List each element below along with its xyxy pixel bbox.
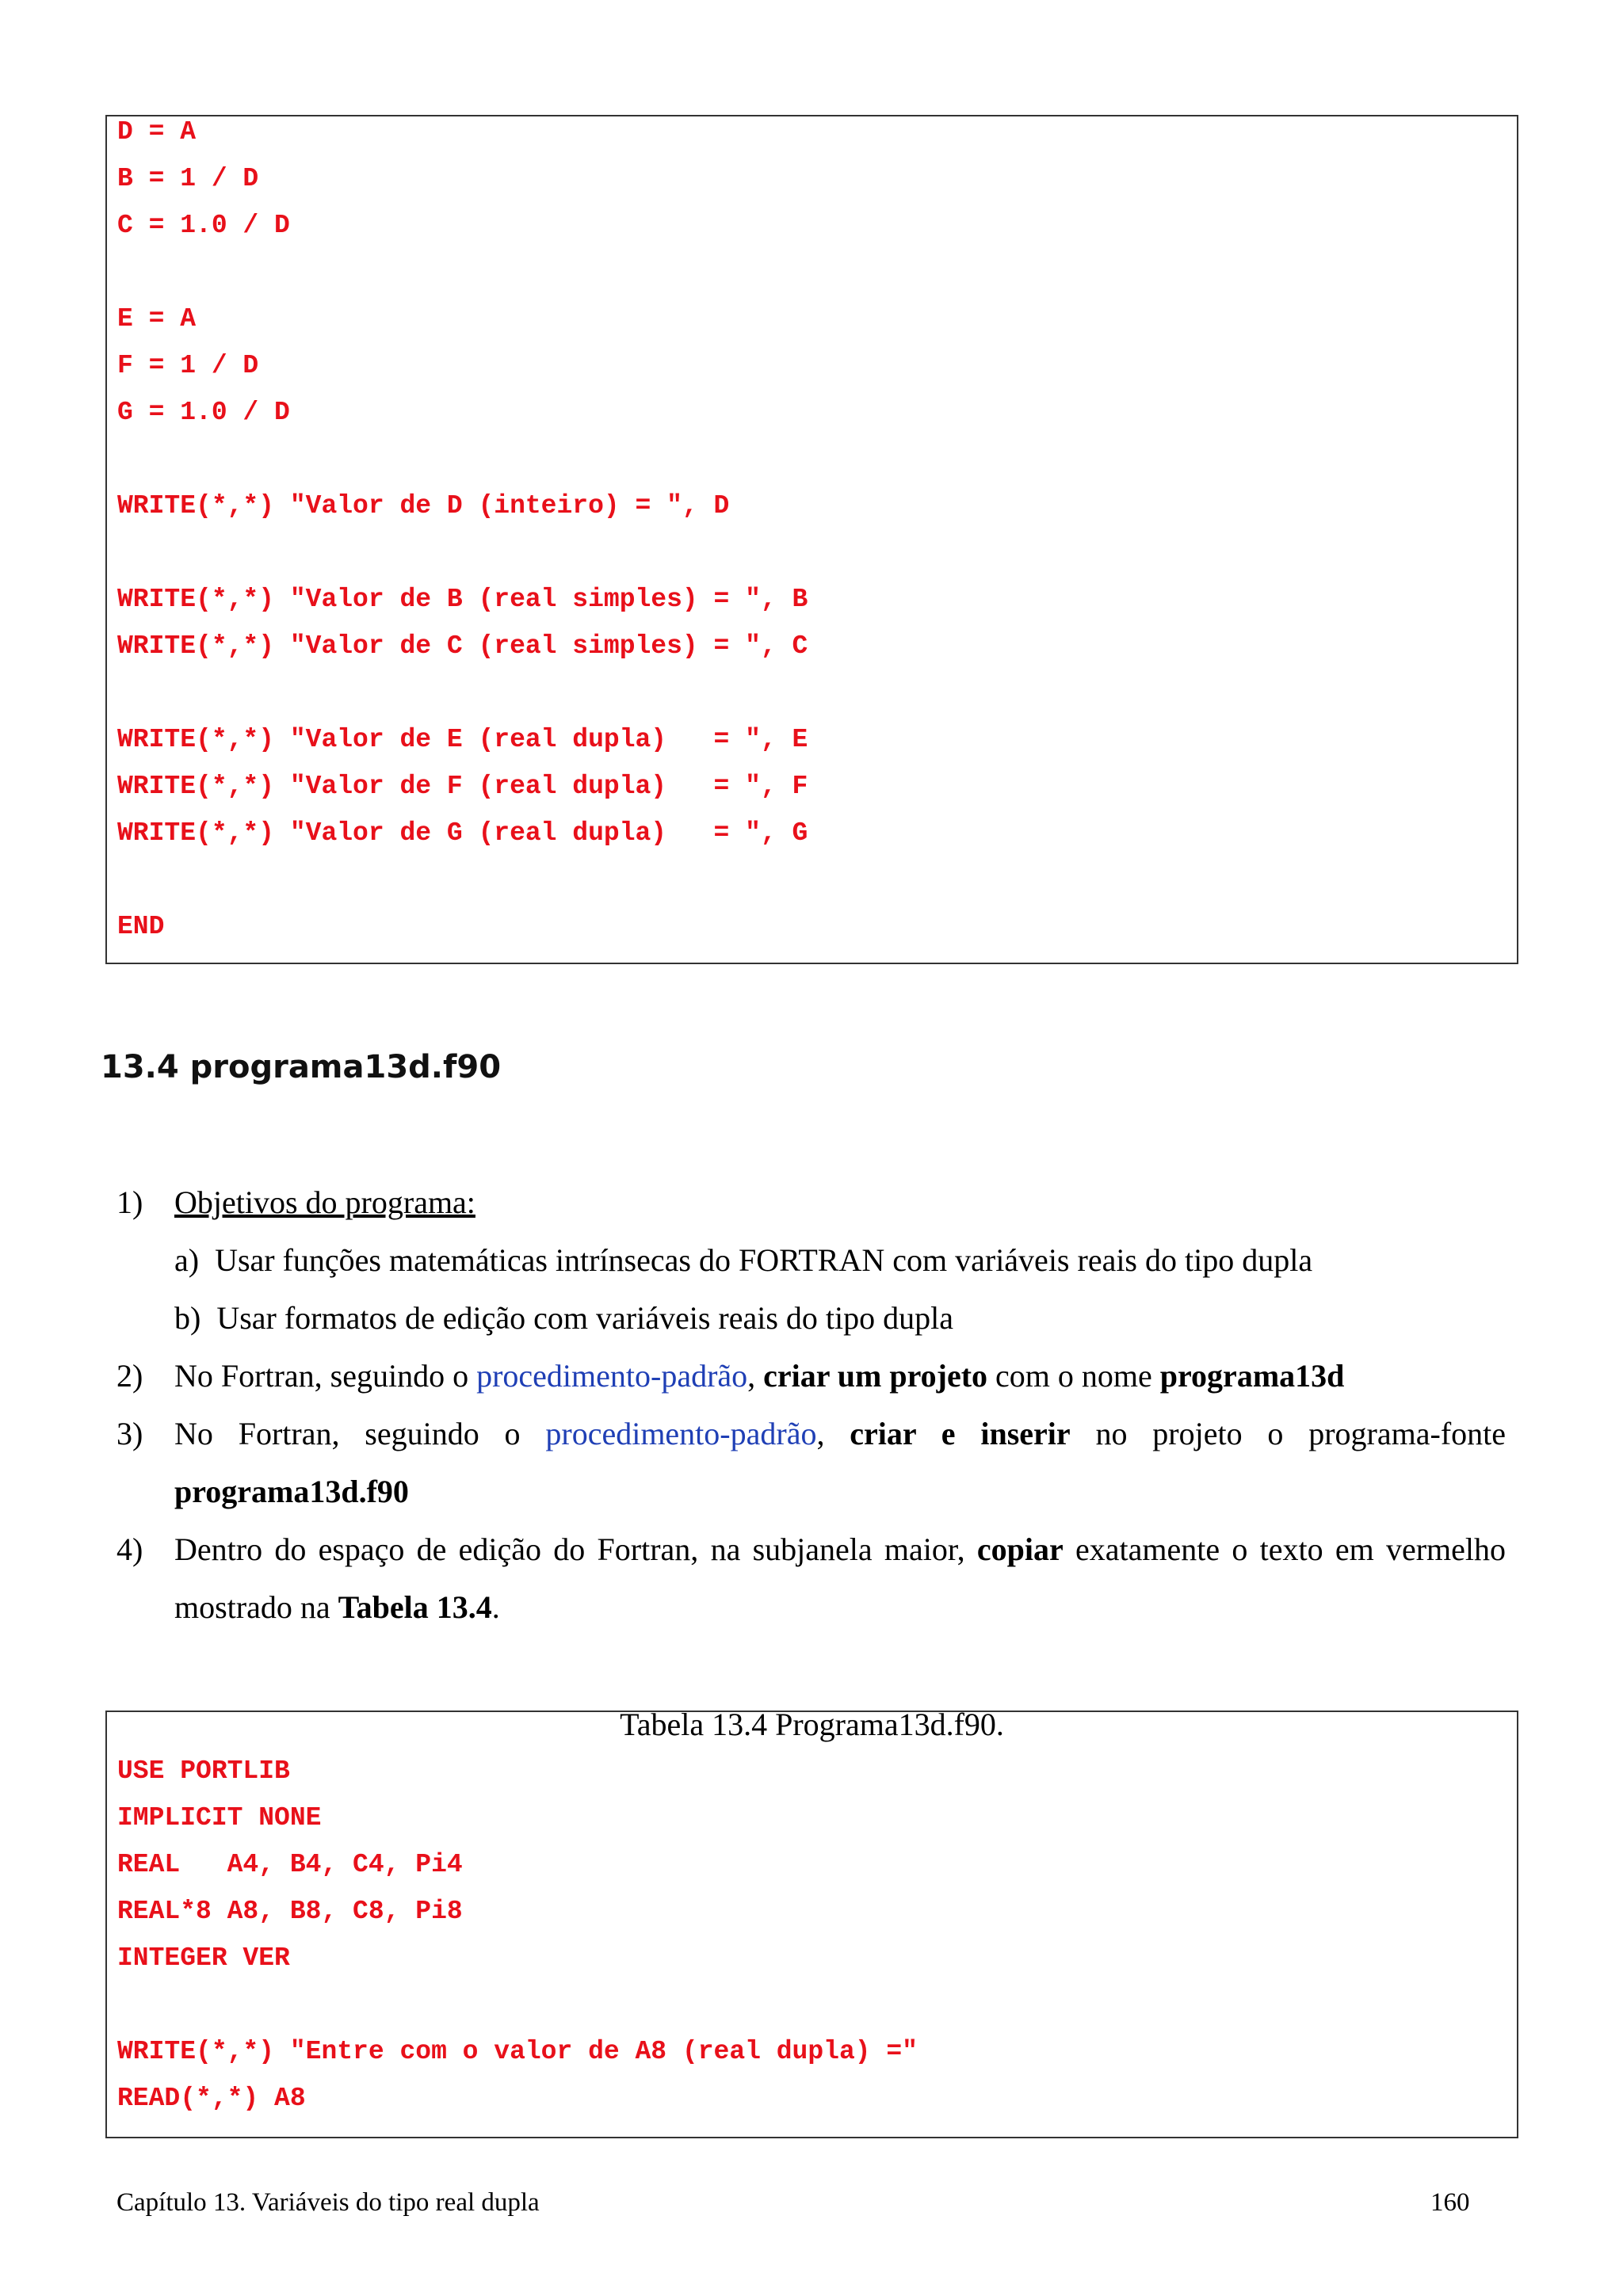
item-number: 3) bbox=[116, 1416, 143, 1451]
objective-b: b) Usar formatos de edição com variáveis reais do tipo dupla bbox=[174, 1300, 954, 1336]
item-2-text bbox=[174, 1357, 1344, 1395]
item-text: mostrado na bbox=[174, 1589, 338, 1625]
code-line: READ(*,*) A8 bbox=[117, 2084, 306, 2113]
item-text: , bbox=[747, 1358, 764, 1394]
item-bold-text: programa13d.f90 bbox=[174, 1474, 409, 1509]
code-line: WRITE(*,*) "Valor de B (real simples) = ", B bbox=[117, 585, 808, 614]
table-caption: Tabela 13.4 Programa13d.f90. bbox=[620, 1707, 1004, 1742]
item-4-text bbox=[174, 1531, 1506, 1569]
procedimento-padrao-link[interactable]: procedimento-padrão bbox=[476, 1358, 748, 1394]
item-number: 4) bbox=[116, 1531, 143, 1567]
code-block-2 bbox=[105, 1707, 1518, 2138]
code-line: USE PORTLIB bbox=[117, 1756, 290, 1786]
code-line: WRITE(*,*) "Valor de D (inteiro) = ", D bbox=[117, 491, 730, 521]
code-line: F = 1 / D bbox=[117, 351, 259, 380]
item-text: exatamente o texto em vermelho bbox=[1063, 1531, 1507, 1567]
procedimento-padrao-link[interactable]: procedimento-padrão bbox=[545, 1416, 817, 1451]
item-bold-text: programa13d bbox=[1159, 1358, 1345, 1394]
code-line: END bbox=[117, 912, 165, 941]
footer-chapter: Capítulo 13. Variáveis do tipo real dupla bbox=[116, 2188, 540, 2217]
code-line: C = 1.0 / D bbox=[117, 211, 290, 240]
item-objectives-title: Objetivos do programa: bbox=[174, 1184, 475, 1220]
code-block-1 bbox=[105, 115, 1518, 964]
code-line: REAL*8 A8, B8, C8, Pi8 bbox=[117, 1897, 463, 1926]
page-number: 160 bbox=[1430, 2188, 1470, 2217]
code-line: WRITE(*,*) "Valor de E (real dupla) = ", E bbox=[117, 725, 808, 754]
item-text: . bbox=[491, 1589, 500, 1625]
item-3-text bbox=[174, 1415, 1506, 1453]
objective-a: a) Usar funções matemáticas intrínsecas do FORTRAN com variáveis reais do tipo dupla bbox=[174, 1242, 1313, 1278]
item-bold-text: copiar bbox=[976, 1531, 1064, 1567]
section-heading: 13.4 programa13d.f90 bbox=[101, 1049, 502, 1085]
code-line: G = 1.0 / D bbox=[117, 398, 290, 427]
code-line: WRITE(*,*) "Entre com o valor de A8 (real dupla) =" bbox=[117, 2037, 918, 2066]
code-line: REAL A4, B4, C4, Pi4 bbox=[117, 1850, 463, 1879]
code-line: WRITE(*,*) "Valor de F (real dupla) = ", F bbox=[117, 772, 808, 801]
item-bold-text: criar e inserir bbox=[850, 1416, 1071, 1451]
item-number: 1) bbox=[116, 1184, 143, 1220]
item-number: 2) bbox=[116, 1358, 143, 1394]
item-text: com o nome bbox=[987, 1358, 1160, 1394]
code-line: D = A bbox=[117, 117, 197, 147]
code-line: B = 1 / D bbox=[117, 164, 259, 193]
item-text: No Fortran, seguindo o bbox=[174, 1358, 477, 1394]
item-text: , bbox=[816, 1416, 850, 1451]
code-line: E = A bbox=[117, 304, 197, 334]
item-text: no projeto o programa-fonte bbox=[1070, 1416, 1507, 1451]
item-4-text-cont bbox=[174, 1589, 500, 1627]
item-text: No Fortran, seguindo o bbox=[174, 1416, 546, 1451]
code-line: WRITE(*,*) "Valor de G (real dupla) = ", G bbox=[117, 818, 808, 848]
code-line: WRITE(*,*) "Valor de C (real simples) = ", C bbox=[117, 631, 808, 661]
code-line: IMPLICIT NONE bbox=[117, 1803, 322, 1833]
item-text: Dentro do espaço de edição do Fortran, na subjanela maior, bbox=[174, 1531, 977, 1567]
item-bold-text: criar um projeto bbox=[763, 1358, 988, 1394]
item-bold-text: Tabela 13.4 bbox=[338, 1589, 492, 1625]
code-line: INTEGER VER bbox=[117, 1943, 290, 1973]
